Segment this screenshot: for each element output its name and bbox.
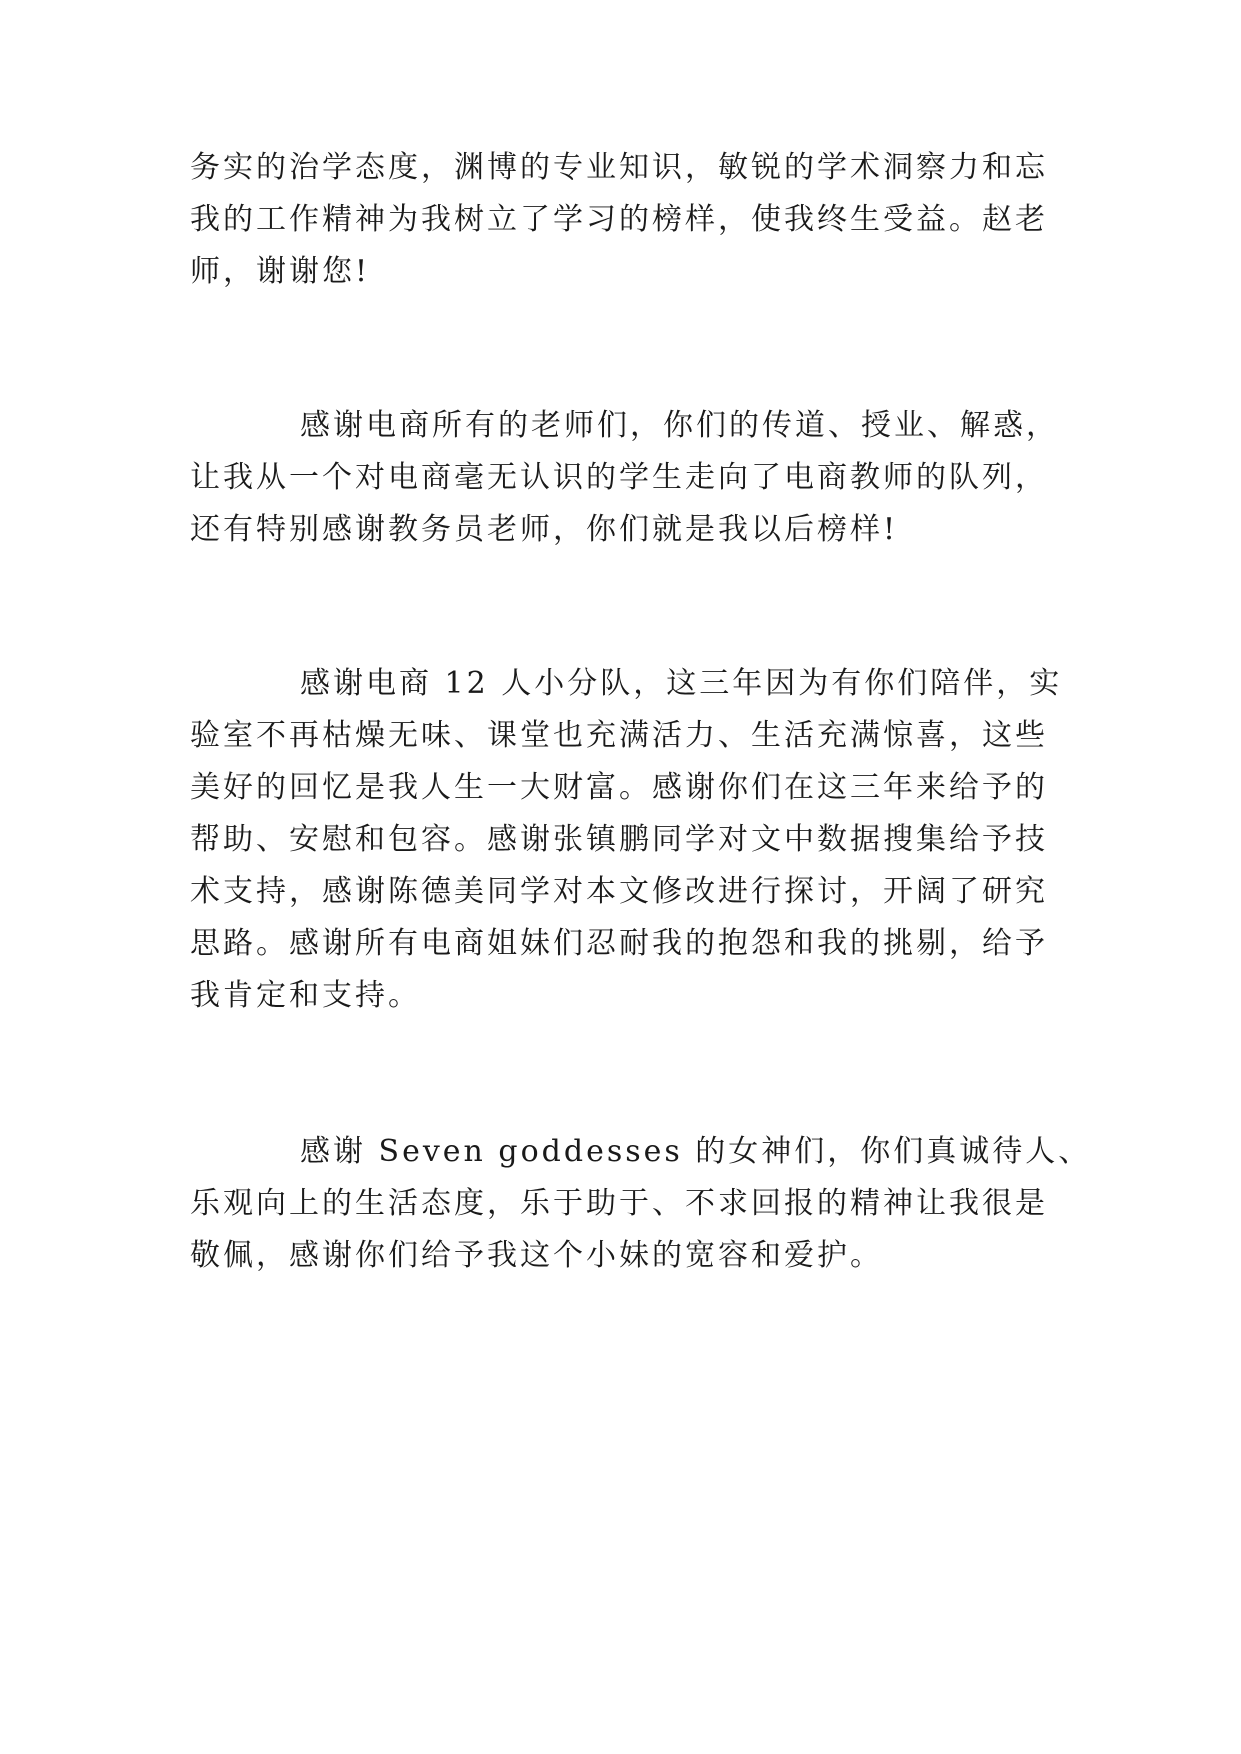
- paragraph-1-line-2: 我的工作精神为我树立了学习的榜样，使我终生受益。赵老: [190, 202, 1048, 237]
- paragraph-3-line-5: 术支持，感谢陈德美同学对本文修改进行探讨，开阔了研究: [190, 874, 1048, 909]
- paragraph-3-line-1: 感谢电商 12 人小分队，这三年因为有你们陪伴，实: [300, 666, 1063, 701]
- paragraph-3-line-2: 验室不再枯燥无味、课堂也充满活力、生活充满惊喜，这些: [190, 718, 1048, 753]
- paragraph-1-line-1: 务实的治学态度，渊博的专业知识，敏锐的学术洞察力和忘: [190, 150, 1048, 185]
- paragraph-3-line-6: 思路。感谢所有电商姐妹们忍耐我的抱怨和我的挑剔，给予: [190, 926, 1048, 961]
- paragraph-1-line-3: 师，谢谢您!: [190, 254, 371, 289]
- paragraph-4-line-2: 乐观向上的生活态度，乐于助于、不求回报的精神让我很是: [190, 1186, 1048, 1221]
- paragraph-3-line-3: 美好的回忆是我人生一大财富。感谢你们在这三年来给予的: [190, 770, 1048, 805]
- paragraph-2-line-3: 还有特别感谢教务员老师，你们就是我以后榜样!: [190, 512, 899, 547]
- paragraph-2-line-1: 感谢电商所有的老师们，你们的传道、授业、解惑，: [300, 408, 1059, 443]
- paragraph-4-line-1: 感谢 Seven goddesses 的女神们，你们真诚待人、: [300, 1134, 1092, 1169]
- paragraph-3-line-7: 我肯定和支持。: [190, 978, 421, 1013]
- paragraph-3-line-4: 帮助、安慰和包容。感谢张镇鹏同学对文中数据搜集给予技: [190, 822, 1048, 857]
- paragraph-4-line-3: 敬佩，感谢你们给予我这个小妹的宽容和爱护。: [190, 1238, 883, 1273]
- paragraph-2-line-2: 让我从一个对电商毫无认识的学生走向了电商教师的队列，: [190, 460, 1048, 495]
